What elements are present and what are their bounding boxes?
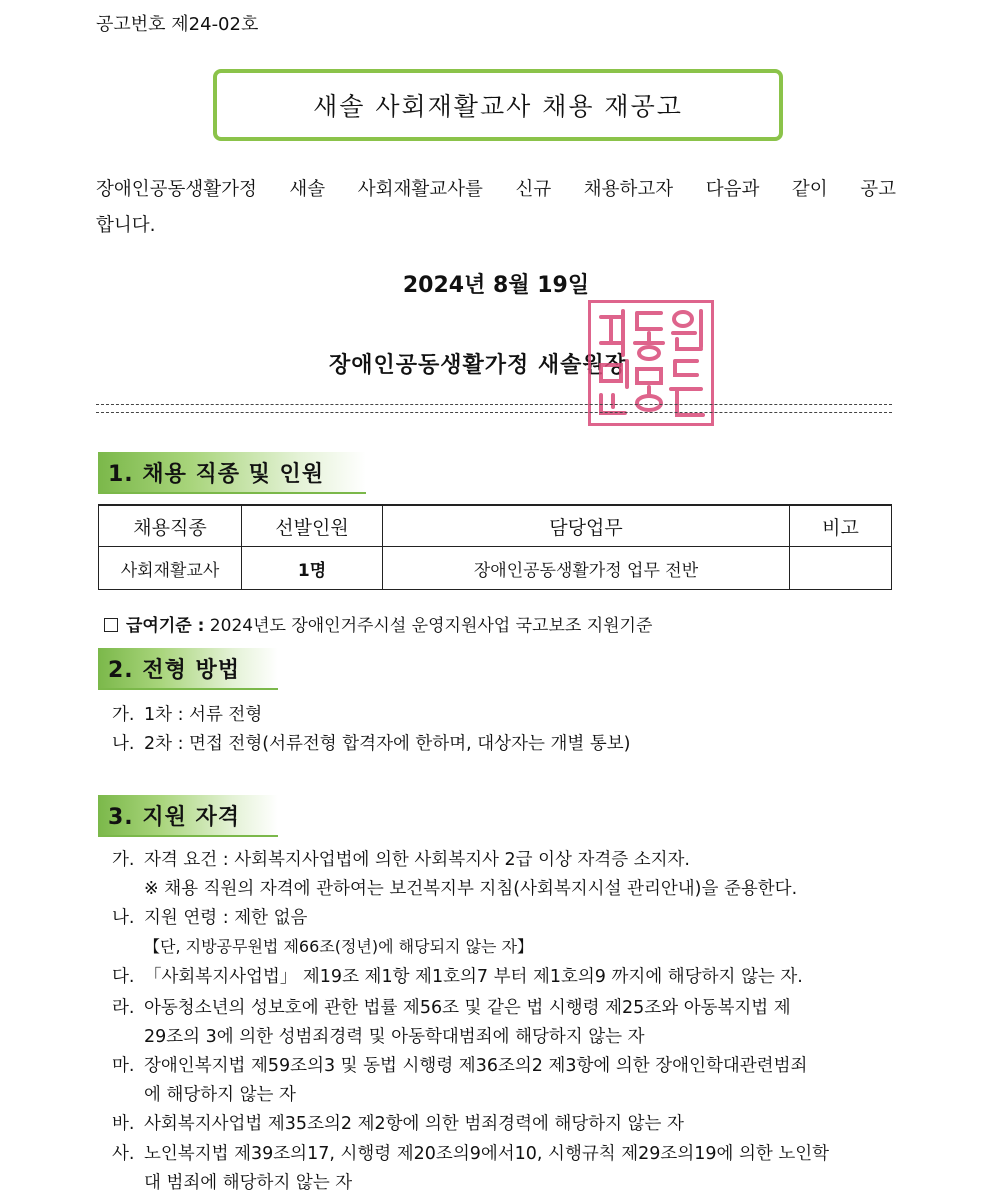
- table-cell: [790, 547, 892, 590]
- divider: [96, 412, 892, 413]
- list-text: 2차 : 면접 전형(서류전형 합격자에 한하며, 대상자는 개별 통보): [144, 734, 631, 754]
- pay-standard: [104, 611, 652, 636]
- page-title-text: 새솔 사회재활교사 채용 재공고: [313, 92, 683, 121]
- notice-number: 공고번호 제24-02호: [96, 14, 259, 35]
- list-item: [112, 729, 630, 759]
- list-text: 아동청소년의 성보호에 관한 법률 제56조 및 같은 법 시행령 제25조와 아동복지법 제: [144, 998, 791, 1018]
- section-heading-3: 3. 지원 자격: [98, 795, 278, 837]
- table-cell: 1명: [242, 547, 383, 590]
- list-text: 사회복지사업법 제35조의2 제2항에 의한 범죄경력에 해당하지 않는 자: [144, 1114, 684, 1134]
- list-continuation: 대 범죄에 해당하지 않는 자: [144, 1173, 353, 1193]
- list-item: [112, 903, 307, 933]
- intro-line-2: 합니다.: [96, 215, 156, 236]
- list-marker: 바.: [112, 1114, 135, 1134]
- list-text: 1차 : 서류 전형: [144, 705, 263, 725]
- table-row: [99, 547, 892, 590]
- list-item: [112, 700, 262, 730]
- divider: [96, 404, 892, 405]
- notice-date: 2024년 8월 19일: [402, 273, 590, 298]
- list-marker: 가.: [112, 850, 135, 870]
- page-title: [213, 69, 783, 141]
- list-marker: 다.: [112, 967, 135, 987]
- list-marker: 사.: [112, 1144, 135, 1164]
- list-note: 【단, 지방공무원법 제66조(정년)에 해당되지 않는 자】: [144, 937, 534, 956]
- list-text: 장애인복지법 제59조의3 및 동법 시행령 제36조의2 제3항에 의한 장애인학대관련범죄: [144, 1056, 808, 1076]
- table-header: 담당업무: [383, 505, 790, 547]
- list-item: [112, 962, 803, 992]
- list-marker: 마.: [112, 1056, 135, 1076]
- list-continuation: 29조의 3에 의한 성범죄경력 및 아동학대범죄에 해당하지 않는 자: [144, 1027, 645, 1047]
- list-item: [112, 1109, 684, 1139]
- official-seal-icon: [588, 300, 714, 426]
- list-marker: 나.: [112, 734, 135, 754]
- checkbox-icon: [104, 618, 118, 632]
- table-header: 비고: [790, 505, 892, 547]
- intro-line-1: 장애인공동생활가정 새솔 사회재활교사를 신규 채용하고자 다음과 같이 공고: [96, 179, 896, 200]
- list-item: [112, 845, 690, 875]
- list-item: [112, 1051, 807, 1081]
- list-marker: 나.: [112, 908, 135, 928]
- table-cell: 장애인공동생활가정 업무 전반: [383, 547, 790, 590]
- list-item: [112, 993, 791, 1023]
- list-marker: 가.: [112, 705, 135, 725]
- list-continuation: 에 해당하지 않는 자: [144, 1085, 296, 1105]
- issuer-name: 장애인공동생활가정 새솔원장: [329, 353, 627, 378]
- section-heading-2: 2. 전형 방법: [98, 648, 278, 690]
- table-header: 선발인원: [242, 505, 383, 547]
- list-item: [112, 1139, 829, 1169]
- list-note: ※ 채용 직원의 자격에 관하여는 보건복지부 지침(사회복지시설 관리안내)을 준용한다.: [144, 879, 798, 899]
- table-header: 채용직종: [99, 505, 242, 547]
- pay-label: 급여기준 :: [126, 616, 205, 636]
- list-marker: 라.: [112, 998, 135, 1018]
- table-header-row: [99, 505, 892, 547]
- table-cell: 사회재활교사: [99, 547, 242, 590]
- recruitment-table: [98, 504, 892, 590]
- list-text: 노인복지법 제39조의17, 시행령 제20조의9에서10, 시행규칙 제29조의19에 의한 노인학: [144, 1144, 830, 1164]
- pay-text: 2024년도 장애인거주시설 운영지원사업 국고보조 지원기준: [204, 616, 653, 636]
- section-heading-1: 1. 채용 직종 및 인원: [98, 452, 366, 494]
- list-text: 「사회복지사업법」 제19조 제1항 제1호의7 부터 제1호의9 까지에 해당하지 않는 자.: [144, 967, 803, 987]
- list-text: 자격 요건 : 사회복지사업법에 의한 사회복지사 2급 이상 자격증 소지자.: [144, 850, 690, 870]
- list-text: 지원 연령 : 제한 없음: [144, 908, 308, 928]
